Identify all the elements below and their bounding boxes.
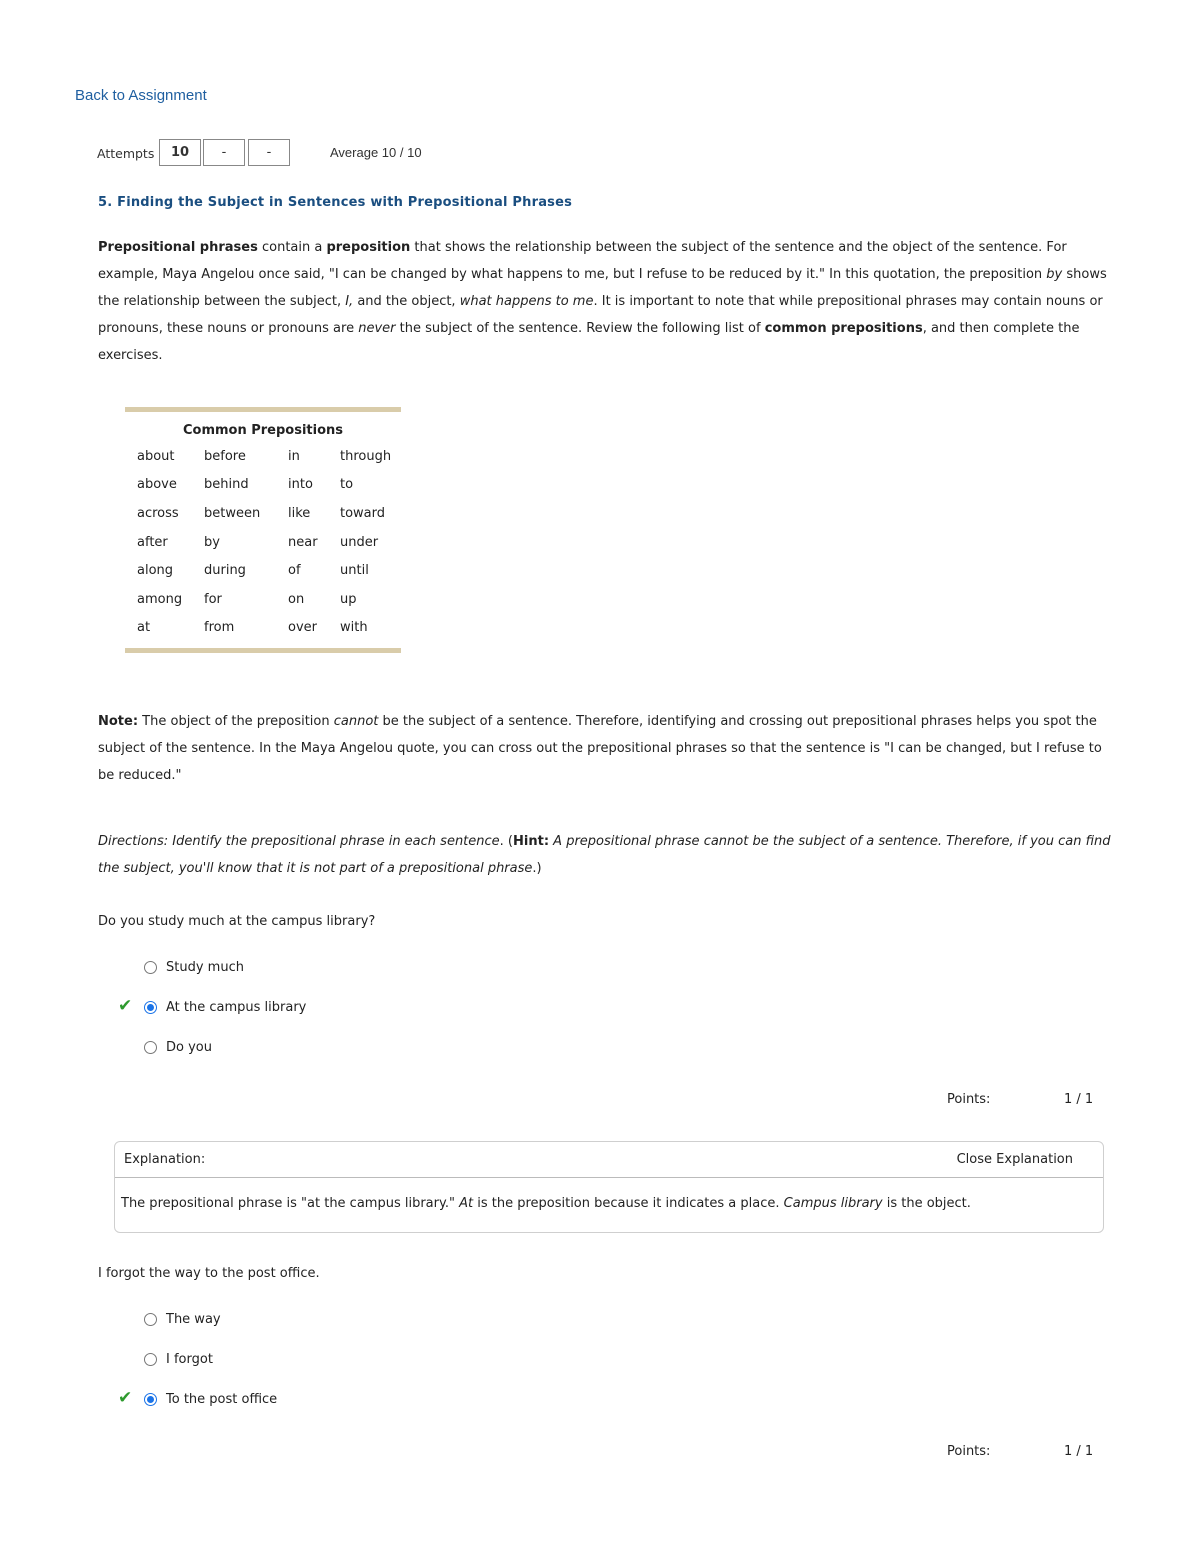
attempt-box-1[interactable]: 10 [159, 139, 201, 166]
radio-button[interactable] [144, 1041, 157, 1054]
points-value: 1 / 1 [1064, 1092, 1094, 1107]
option-label: I forgot [166, 1352, 213, 1367]
table-row [137, 614, 400, 643]
item-2-option-3[interactable] [144, 1392, 277, 1407]
item-1-prompt: Do you study much at the campus library? [98, 914, 376, 929]
hint-label: Hint: [513, 834, 550, 849]
explanation-italic: At [459, 1196, 474, 1211]
table-cell: toward [340, 505, 386, 521]
attempts-label: Attempts [97, 146, 155, 161]
intro-bold-3: common prepositions [764, 321, 923, 336]
table-cell: for [204, 591, 222, 607]
table-cell: over [288, 620, 317, 636]
table-cell: like [288, 505, 311, 521]
directions-text: . ( [499, 834, 514, 849]
table-cell: along [137, 563, 174, 579]
explanation-title: Explanation: [124, 1152, 206, 1167]
table-row [137, 442, 400, 471]
table-cell: with [340, 620, 368, 636]
explanation-text: is the preposition because it indicates a place. [473, 1196, 784, 1211]
item-1-option-2[interactable] [144, 1000, 306, 1015]
table-cell: above [137, 477, 177, 493]
explanation-panel [114, 1141, 1104, 1233]
table-cell: in [288, 448, 300, 464]
explanation-italic: Campus library [783, 1196, 883, 1211]
question-title: 5. Finding the Subject in Sentences with Prepositional Phrases [98, 195, 573, 210]
prepositions-grid [137, 442, 400, 642]
explanation-text: is the object. [882, 1196, 971, 1211]
option-label: Study much [166, 960, 244, 975]
directions-italic: Directions: Identify the prepositional phrase in each sentence [98, 834, 500, 849]
note-paragraph [98, 708, 1108, 789]
radio-button-selected[interactable] [144, 1001, 157, 1014]
table-cell: of [288, 563, 301, 579]
directions-paragraph [98, 828, 1123, 882]
back-to-assignment-link[interactable]: Back to Assignment [75, 87, 207, 104]
option-label: The way [166, 1312, 221, 1327]
table-cell: to [340, 477, 354, 493]
radio-button-selected[interactable] [144, 1393, 157, 1406]
intro-text: and the object, [353, 294, 460, 309]
table-cell: during [204, 563, 246, 579]
table-cell: up [340, 591, 357, 607]
table-cell: on [288, 591, 305, 607]
explanation-text: The prepositional phrase is "at the campus library." [121, 1196, 460, 1211]
directions-text: .) [532, 861, 542, 876]
directions-italic: A prepositional phrase cannot be the subject of a sentence. Therefore, if you can find the subject, you'll know that it is not part of a prepositional phrase [98, 834, 1111, 876]
table-row [137, 528, 400, 557]
checkmark-icon: ✔ [118, 996, 133, 1016]
attempt-box-3[interactable]: - [248, 139, 290, 166]
table-cell: behind [204, 477, 249, 493]
note-label: Note: [98, 714, 139, 729]
close-explanation-button[interactable]: Close Explanation [956, 1152, 1073, 1167]
item-2-option-1[interactable] [144, 1312, 221, 1327]
table-cell: among [137, 591, 183, 607]
attempt-box-2[interactable]: - [203, 139, 245, 166]
radio-button[interactable] [144, 1353, 157, 1366]
intro-italic: I, [345, 294, 354, 309]
table-cell: into [288, 477, 313, 493]
table-row [137, 585, 400, 614]
table-cell: about [137, 448, 175, 464]
table-cell: before [204, 448, 246, 464]
explanation-header [115, 1142, 1103, 1178]
table-row [137, 499, 400, 528]
table-cell: until [340, 563, 369, 579]
intro-italic: by [1046, 267, 1063, 282]
radio-button[interactable] [144, 961, 157, 974]
intro-text: that shows the relationship between the subject of the sentence and the object of the sentence. For example, Maya Angelou once said, "I can be changed by what happens to me, but I refuse to be reduced by it." In this quotation, the preposition [98, 240, 1067, 282]
intro-text: shows the relationship between the subject, [98, 267, 1107, 309]
checkmark-icon: ✔ [118, 1388, 133, 1408]
table-cell: between [204, 505, 261, 521]
intro-text: contain a [257, 240, 327, 255]
intro-text: the subject of the sentence. Review the following list of [395, 321, 765, 336]
common-prepositions-table [125, 407, 401, 653]
table-cell: after [137, 534, 168, 550]
option-label: To the post office [166, 1392, 278, 1407]
intro-italic: what happens to me [459, 294, 594, 309]
table-cell: near [288, 534, 318, 550]
note-italic: cannot [333, 714, 379, 729]
item-1-option-3[interactable] [144, 1040, 212, 1055]
table-cell: under [340, 534, 379, 550]
points-label: Points: [947, 1444, 991, 1459]
table-row [137, 556, 400, 585]
table-cell: from [204, 620, 235, 636]
option-label: At the campus library [166, 1000, 307, 1015]
points-label: Points: [947, 1092, 991, 1107]
intro-bold-2: preposition [326, 240, 411, 255]
table-title: Common Prepositions [182, 423, 344, 438]
option-label: Do you [166, 1040, 212, 1055]
points-value: 1 / 1 [1064, 1444, 1094, 1459]
intro-text: . It is important to note that while prepositional phrases may contain nouns or pronouns, these nouns or pronouns are [98, 294, 1103, 336]
average-score: Average 10 / 10 [330, 145, 422, 160]
item-2-option-2[interactable] [144, 1352, 213, 1367]
note-text: The object of the preposition [138, 714, 334, 729]
intro-italic: never [358, 321, 396, 336]
intro-bold-1: Prepositional phrases [98, 240, 258, 255]
table-cell: across [137, 505, 179, 521]
item-1-option-1[interactable] [144, 960, 244, 975]
table-cell: at [137, 620, 151, 636]
table-cell: through [340, 448, 392, 464]
note-text: be the subject of a sentence. Therefore, identifying and crossing out prepositional phrases helps you spot the subject of the sentence. In the Maya Angelou quote, you can cross out the prepositional phrases so that the sentence is "I can be changed, but I refuse to be reduced." [98, 714, 1102, 783]
item-2-prompt: I forgot the way to the post office. [98, 1266, 320, 1281]
intro-paragraph [98, 234, 1108, 369]
explanation-body [115, 1178, 1103, 1229]
table-row [137, 471, 400, 500]
radio-button[interactable] [144, 1313, 157, 1326]
table-cell: by [204, 534, 220, 550]
intro-text: , and then complete the exercises. [98, 321, 1080, 363]
